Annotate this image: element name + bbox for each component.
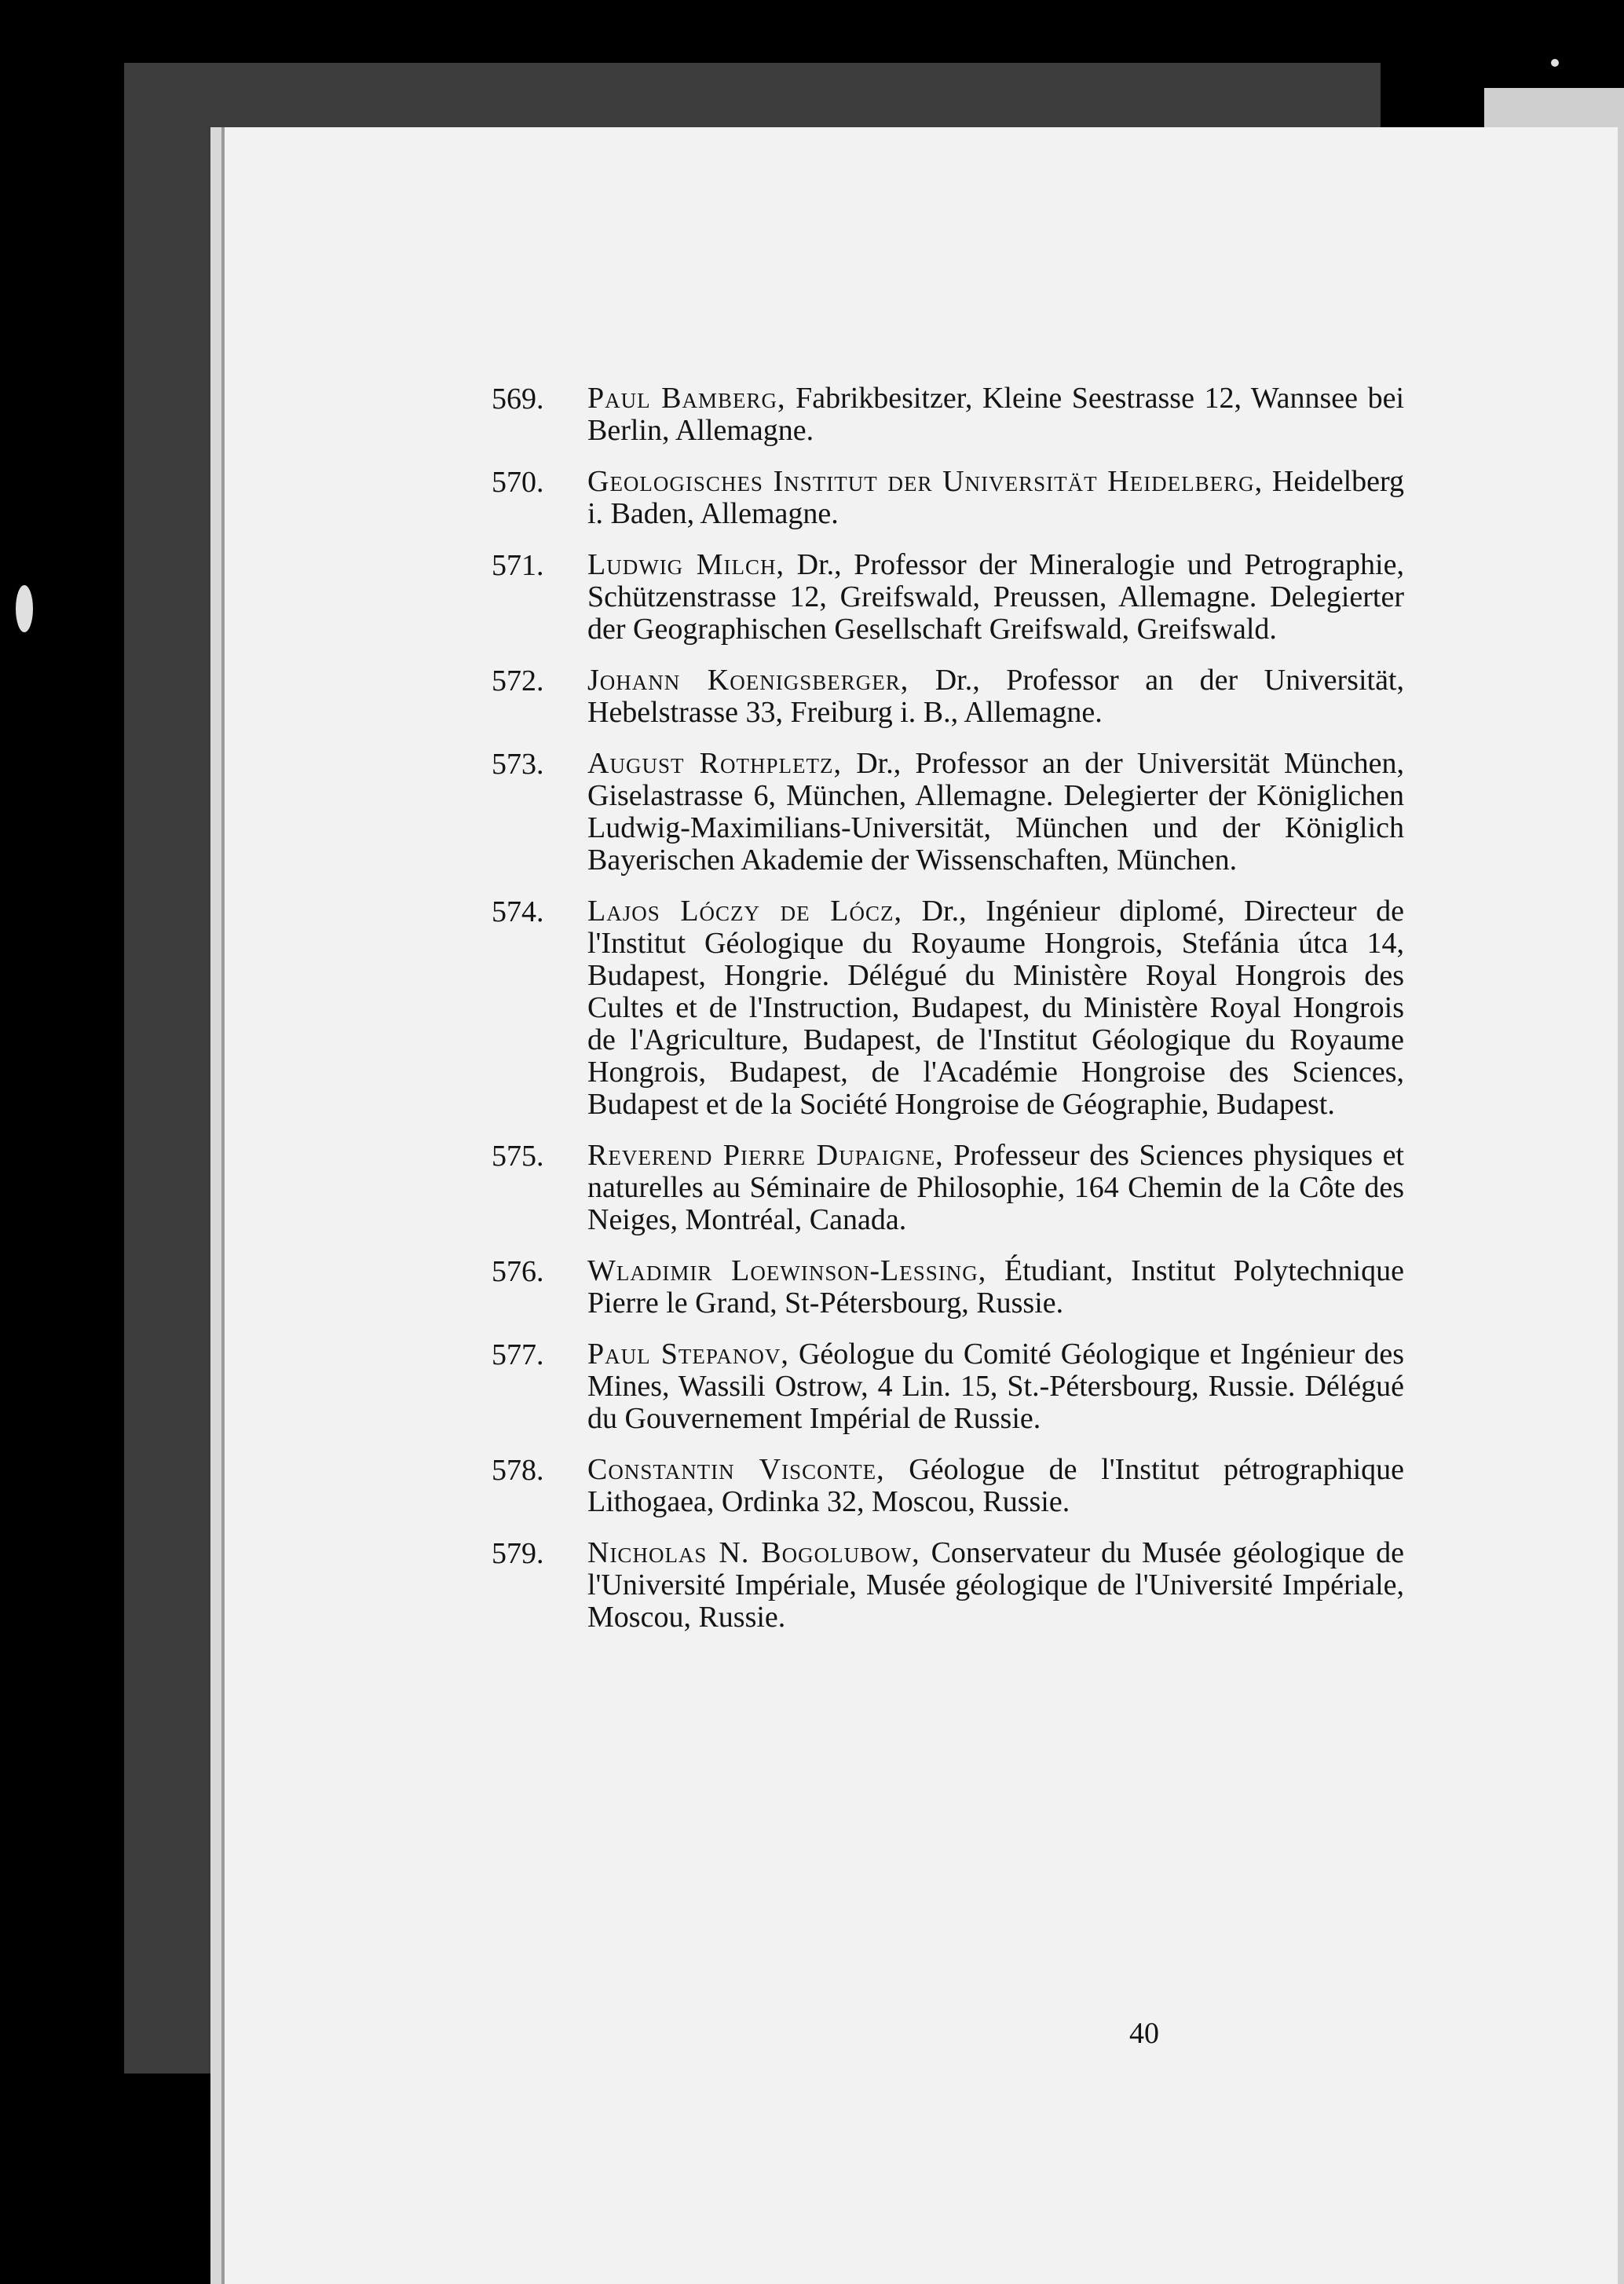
entry-number: 572.	[492, 664, 544, 697]
entry-name: Ludwig Milch,	[587, 548, 785, 581]
page-body	[221, 127, 1618, 2284]
list-item	[492, 1338, 1624, 1435]
entry-name: Paul Bamberg,	[587, 382, 786, 415]
list-item	[492, 1454, 1624, 1518]
entry-number: 570.	[492, 466, 544, 499]
entry-number: 574.	[492, 895, 544, 928]
entry-text	[587, 748, 1404, 877]
member-list	[492, 382, 1624, 1653]
entry-description: Dr., Ingénieur diplomé, Directeur de l'Institut Géologique du Royaume Hongrois, Stefánia útca 14, Budapest, Hongrie. Délégué du Ministère Royal Hongrois des Cultes et de l'Instruction, Budapest, du Ministère Royal Hongrois de l'Agriculture, Budapest, de l'Institut Géologique du Royaume Hongrois, Budapest, de l'Académie Hongroise des Sciences, Budapest et de la Société Hongroise de Géographie, Budapest.	[587, 895, 1404, 1121]
entry-number: 578.	[492, 1454, 544, 1487]
list-item	[492, 549, 1624, 646]
entry-description: Professeur des Sciences physiques et naturelles au Séminaire de Philosophie, 164 Chemin de la Côte des Neiges, Montréal, Canada.	[587, 1139, 1404, 1236]
entry-text	[587, 1140, 1404, 1236]
entry-description: Géologue du Comité Géologique et Ingénieur des Mines, Wassili Ostrow, 4 Lin. 15, St.-Pétersbourg, Russie. Délégué du Gouvernement Impérial de Russie.	[587, 1338, 1404, 1435]
entry-name: Wladimir Loewinson-Lessing,	[587, 1254, 987, 1287]
entry-description: Dr., Professor an der Universität München, Giselastrasse 6, München, Allemagne. Delegierter der Königlichen Ludwig-Maximilians-Universität, München und der Königlich Bayerischen Akademie der Wissenschaften, München.	[587, 747, 1404, 877]
entry-text	[587, 382, 1404, 447]
entry-name: Nicholas N. Bogolubow,	[587, 1536, 920, 1569]
list-item	[492, 466, 1624, 530]
list-item	[492, 748, 1624, 877]
entry-number: 575.	[492, 1140, 544, 1173]
entry-number: 571.	[492, 549, 544, 582]
entry-description: Conservateur du Musée géologique de l'Université Impériale, Musée géologique de l'Université Impériale, Moscou, Russie.	[587, 1536, 1405, 1634]
entry-description: Géologue de l'Institut pétrographique Lithogaea, Ordinka 32, Moscou, Russie.	[587, 1453, 1404, 1518]
entry-name: Paul Stepanov,	[587, 1338, 789, 1371]
entry-description: Heidelberg i. Baden, Allemagne.	[587, 465, 1404, 530]
page-number: 40	[1129, 2017, 1159, 2050]
entry-description: Dr., Professor der Mineralogie und Petrographie, Schützenstrasse 12, Greifswald, Preussen, Allemagne. Delegierter der Geographischen Gesellschaft Greifswald, Greifswald.	[587, 548, 1404, 646]
scan-artifact	[16, 585, 33, 632]
entry-number: 576.	[492, 1255, 544, 1288]
entry-text	[587, 895, 1404, 1121]
entry-text	[587, 466, 1404, 530]
entry-text	[587, 1454, 1404, 1518]
entry-text	[587, 549, 1404, 646]
entry-text	[587, 1537, 1404, 1634]
list-item	[492, 382, 1624, 447]
entry-name: Constantin Visconte,	[587, 1453, 885, 1486]
entry-description: Dr., Professor an der Universität, Hebelstrasse 33, Freiburg i. B., Allemagne.	[587, 664, 1404, 729]
entry-text	[587, 1338, 1404, 1435]
entry-text	[587, 664, 1404, 729]
list-item	[492, 895, 1624, 1121]
entry-description: Fabrikbesitzer, Kleine Seestrasse 12, Wannsee bei Berlin, Allemagne.	[587, 382, 1405, 447]
list-item	[492, 1140, 1624, 1236]
entry-name: August Rothpletz,	[587, 747, 842, 780]
scan-artifact	[1551, 59, 1559, 67]
entry-name: Lajos Lóczy de Lócz,	[587, 895, 902, 928]
list-item	[492, 664, 1624, 729]
entry-number: 579.	[492, 1537, 544, 1570]
entry-description: Étudiant, Institut Polytechnique Pierre le Grand, St-Pétersbourg, Russie.	[587, 1254, 1404, 1320]
list-item	[492, 1537, 1624, 1634]
entry-number: 573.	[492, 748, 544, 781]
entry-text	[587, 1255, 1404, 1320]
entry-name: Geologisches Institut der Universität Heidelberg,	[587, 465, 1264, 498]
entry-name: Reverend Pierre Dupaigne,	[587, 1139, 944, 1172]
entry-number: 577.	[492, 1338, 544, 1371]
document-page	[210, 127, 1618, 2284]
list-item	[492, 1255, 1624, 1320]
entry-name: Johann Koenigsberger,	[587, 664, 909, 697]
entry-number: 569.	[492, 382, 544, 415]
